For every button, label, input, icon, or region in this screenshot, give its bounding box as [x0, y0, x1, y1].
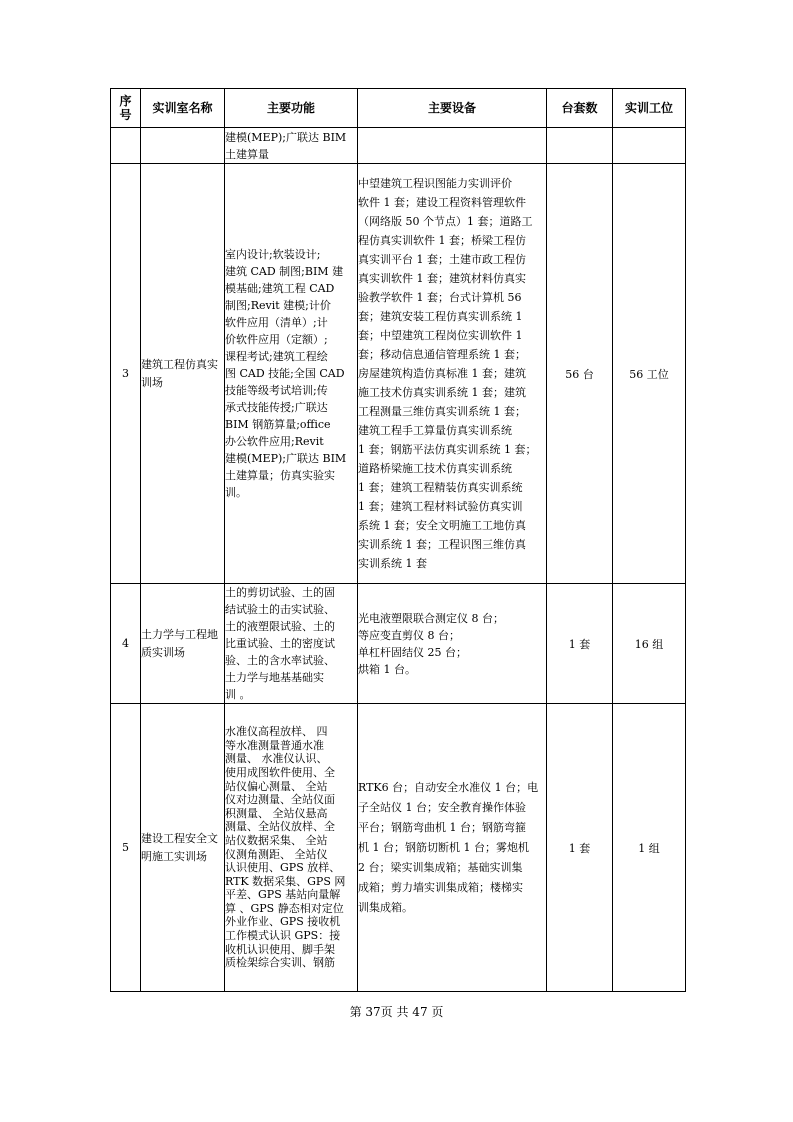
equipment-table — [110, 88, 686, 992]
cell-seq: 4 — [111, 584, 141, 704]
table-row — [111, 164, 686, 584]
header-seq-text: 序号 — [119, 94, 132, 122]
header-function: 主要功能 — [225, 89, 358, 128]
cell-name: 建设工程安全文明施工实训场 — [141, 704, 225, 992]
cell-name: 建筑工程仿真实训场 — [141, 164, 225, 584]
table-header-row — [111, 89, 686, 128]
cell-count: 1 套 — [547, 704, 613, 992]
cell-name: 土力学与工程地质实训场 — [141, 584, 225, 704]
page-footer: 第 37页 共 47 页 — [349, 1005, 444, 1019]
cell-equipment: RTK6 台；自动安全水准仪 1 台；电 子全站仪 1 台；安全教育操作体验 平台；钢筋弯曲机 1 台；钢筋弯箍 机 1 台；钢筋切断机 1 台；雾炮机 2 台；梁实训集成箱；基础实训集 成箱；剪力墙实训集成箱；楼梯实 训集成箱。 — [358, 704, 547, 992]
cell-stations: 16 组 — [613, 584, 686, 704]
cell-stations-continued — [613, 128, 686, 164]
cell-seq: 3 — [111, 164, 141, 584]
cell-function: 室内设计;软装设计; 建筑 CAD 制图;BIM 建 模基础;建筑工程 CAD 制图;Revit 建模;计价 软件应用（清单）;计 价软件应用（定额）; 课程考试;建筑工程绘 图 CAD 技能;全国 CAD 技能等级考试培训;传 承式技能传授;广联达 BIM 钢筋算量;office 办公软件应用;Revit 建模(MEP);广联达 BIM 土建算量；仿真实验实 训。 — [225, 164, 358, 584]
table-row — [111, 704, 686, 992]
header-name: 实训室名称 — [141, 89, 225, 128]
cell-seq: 5 — [111, 704, 141, 992]
cell-count: 1 套 — [547, 584, 613, 704]
header-stations: 实训工位 — [613, 89, 686, 128]
cell-count-continued — [547, 128, 613, 164]
header-equipment: 主要设备 — [358, 89, 547, 128]
cell-stations: 1 组 — [613, 704, 686, 992]
cell-count: 56 台 — [547, 164, 613, 584]
cell-seq-continued — [111, 128, 141, 164]
cell-function-continued: 建模(MEP);广联达 BIM 土建算量 — [225, 128, 358, 164]
cell-function: 水准仪高程放样、 四 等水准测量普通水准 测量、 水准仪认识、 使用成图软件使用、全 站仪偏心测量、 全站 仪对边测量、全站仪面 积测量、 全站仪悬高 测量、全站仪放样、全 站仪数据采集、 全站 仪测角测距、 全站仪 认识使用、GPS 放样、 RTK 数据采集、GPS 网 平差、GPS 基站向量解 算 、GPS 静态相对定位 外业作业、GPS 接收机 工作模式认识 GPS：接 收机认识使用、脚手架 质检架综合实训、钢筋 — [225, 704, 358, 992]
cell-name-continued — [141, 128, 225, 164]
cell-equipment: 光电液塑限联合测定仪 8 台； 等应变直剪仪 8 台； 单杠杆固结仪 25 台； 烘箱 1 台。 — [358, 584, 547, 704]
cell-equipment-continued — [358, 128, 547, 164]
cell-stations: 56 工位 — [613, 164, 686, 584]
cell-equipment: 中望建筑工程识图能力实训评价 软件 1 套；建设工程资料管理软件 （网络版 50 个节点）1 套；道路工 程仿真实训软件 1 套；桥梁工程仿 真实训平台 1 套；土建市政工程仿 真实训软件 1 套；建筑材料仿真实 验教学软件 1 套；台式计算机 56 套；建筑安装工程仿真实训系统 1 套；中望建筑工程岗位实训软件 1 套；移动信息通信管理系统 1 套； 房屋建筑构造仿真标准 1 套；建筑 施工技术仿真实训系统 1 套；建筑 工程测量三维仿真实训系统 1 套； 建筑工程手工算量仿真实训系统 1 套；钢筋平法仿真实训系统 1 套； 道路桥梁施工技术仿真实训系统 1 套；建筑工程精装仿真实训系统 1 套；建筑工程材料试验仿真实训 系统 1 套；安全文明施工工地仿真 实训系统 1 套；工程识图三维仿真 实训系统 1 套 — [358, 164, 547, 584]
table-row — [111, 584, 686, 704]
header-seq — [111, 89, 141, 128]
header-count: 台套数 — [547, 89, 613, 128]
table-row-continued — [111, 128, 686, 164]
cell-function: 土的剪切试验、土的固 结试验土的击实试验、 土的液塑限试验、土的 比重试验、土的密度试 验、土的含水率试验、 土力学与地基基础实 训 。 — [225, 584, 358, 704]
